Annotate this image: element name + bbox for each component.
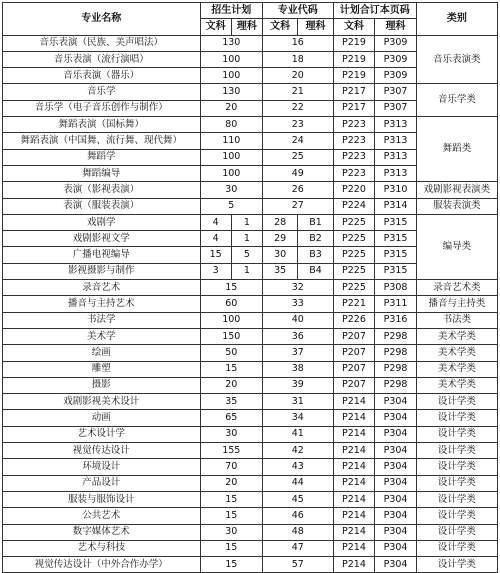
code-cell: 41: [262, 426, 333, 442]
page-arts-cell: P225: [333, 247, 375, 263]
major-name-cell: 数字媒体艺术: [3, 524, 201, 540]
code-science-cell: B3: [298, 247, 333, 263]
category-cell: 设计学类: [416, 410, 497, 426]
code-cell: 42: [262, 443, 333, 459]
admission-plan-table: [2, 2, 498, 573]
page-arts-cell: P214: [333, 410, 375, 426]
page-arts-cell: P217: [333, 100, 375, 116]
quota-cell: 20: [200, 100, 262, 116]
page-arts-cell: P214: [333, 443, 375, 459]
code-cell: 39: [262, 377, 333, 393]
major-name-cell: 音乐表演（流行演唱）: [3, 51, 201, 67]
major-name-cell: 视觉传达设计（中外合作办学）: [3, 557, 201, 573]
quota-science-cell: 1: [231, 214, 262, 230]
page-science-cell: P315: [375, 247, 417, 263]
page-science-cell: P313: [375, 133, 417, 149]
code-cell: 22: [262, 100, 333, 116]
code-arts-cell: 28: [262, 214, 297, 230]
quota-cell: 100: [200, 312, 262, 328]
quota-cell: 100: [200, 68, 262, 84]
page-science-cell: P313: [375, 165, 417, 181]
header-quota-arts: 文科: [200, 19, 231, 35]
code-cell: 47: [262, 540, 333, 556]
table-row: [3, 312, 498, 328]
major-name-cell: 产品设计: [3, 475, 201, 491]
quota-arts-cell: 4: [200, 214, 231, 230]
table-row: [3, 540, 498, 556]
page-arts-cell: P207: [333, 361, 375, 377]
code-science-cell: B2: [298, 231, 333, 247]
quota-cell: 100: [200, 165, 262, 181]
code-cell: 26: [262, 182, 333, 198]
major-name-cell: 播音与主持艺术: [3, 296, 201, 312]
code-cell: 23: [262, 117, 333, 133]
page-science-cell: P315: [375, 263, 417, 279]
quota-cell: 70: [200, 459, 262, 475]
page-science-cell: P311: [375, 296, 417, 312]
category-cell: 设计学类: [416, 508, 497, 524]
major-name-cell: 戏剧影视美术设计: [3, 394, 201, 410]
category-cell: 设计学类: [416, 426, 497, 442]
quota-cell: 15: [200, 508, 262, 524]
code-arts-cell: 30: [262, 247, 297, 263]
code-arts-cell: 35: [262, 263, 297, 279]
page-science-cell: P310: [375, 182, 417, 198]
page-science-cell: P304: [375, 410, 417, 426]
page-arts-cell: P219: [333, 68, 375, 84]
quota-arts-cell: 4: [200, 231, 231, 247]
major-name-cell: 艺术设计学: [3, 426, 201, 442]
page-science-cell: P298: [375, 328, 417, 344]
table-row: [3, 410, 498, 426]
page-arts-cell: P219: [333, 51, 375, 67]
code-cell: 27: [262, 198, 333, 214]
quota-cell: 5: [200, 198, 262, 214]
code-cell: 20: [262, 68, 333, 84]
major-name-cell: 舞蹈学: [3, 149, 201, 165]
major-name-cell: 书法学: [3, 312, 201, 328]
page-science-cell: P304: [375, 459, 417, 475]
major-name-cell: 影视摄影与制作: [3, 263, 201, 279]
page-arts-cell: P207: [333, 377, 375, 393]
quota-cell: 30: [200, 182, 262, 198]
major-name-cell: 美术学: [3, 328, 201, 344]
code-cell: 16: [262, 35, 333, 51]
header-quota: 招生计划: [200, 3, 262, 19]
page-arts-cell: P214: [333, 459, 375, 475]
quota-cell: 15: [200, 280, 262, 296]
code-cell: 45: [262, 491, 333, 507]
major-name-cell: 音乐表演（民族、美声唱法）: [3, 35, 201, 51]
page-arts-cell: P214: [333, 540, 375, 556]
major-name-cell: 音乐学: [3, 84, 201, 100]
page-science-cell: P304: [375, 508, 417, 524]
category-cell: 设计学类: [416, 524, 497, 540]
major-name-cell: 服装与服饰设计: [3, 491, 201, 507]
quota-cell: 130: [200, 35, 262, 51]
page-arts-cell: P214: [333, 508, 375, 524]
table-row: [3, 459, 498, 475]
code-arts-cell: 29: [262, 231, 297, 247]
page-arts-cell: P223: [333, 133, 375, 149]
code-cell: 18: [262, 51, 333, 67]
code-cell: 40: [262, 312, 333, 328]
page-science-cell: P307: [375, 84, 417, 100]
page-arts-cell: P225: [333, 263, 375, 279]
category-cell: 美术学类: [416, 377, 497, 393]
code-science-cell: B4: [298, 263, 333, 279]
table-row: [3, 377, 498, 393]
table-row: [3, 361, 498, 377]
page-arts-cell: P225: [333, 214, 375, 230]
table-row: [3, 328, 498, 344]
code-cell: 36: [262, 328, 333, 344]
quota-cell: 15: [200, 557, 262, 573]
page-science-cell: P314: [375, 198, 417, 214]
page-arts-cell: P221: [333, 296, 375, 312]
code-cell: 31: [262, 394, 333, 410]
page-arts-cell: P214: [333, 557, 375, 573]
major-name-cell: 表演（影视表演）: [3, 182, 201, 198]
page-science-cell: P309: [375, 35, 417, 51]
page-arts-cell: P219: [333, 35, 375, 51]
table-row: [3, 394, 498, 410]
page-science-cell: P304: [375, 491, 417, 507]
page-science-cell: P304: [375, 557, 417, 573]
quota-cell: 15: [200, 361, 262, 377]
major-name-cell: 音乐表演（器乐）: [3, 68, 201, 84]
table-row: [3, 296, 498, 312]
code-cell: 32: [262, 280, 333, 296]
page-arts-cell: P214: [333, 475, 375, 491]
header-code: 专业代码: [262, 3, 333, 19]
category-cell: 舞蹈类: [416, 117, 497, 182]
page-arts-cell: P223: [333, 117, 375, 133]
page-science-cell: P309: [375, 51, 417, 67]
page-arts-cell: P214: [333, 426, 375, 442]
table-row: [3, 182, 498, 198]
quota-cell: 100: [200, 51, 262, 67]
category-cell: 美术学类: [416, 361, 497, 377]
page-science-cell: P304: [375, 475, 417, 491]
page-arts-cell: P214: [333, 524, 375, 540]
category-cell: 播音与主持类: [416, 296, 497, 312]
quota-cell: 130: [200, 84, 262, 100]
header-major: 专业名称: [3, 3, 201, 36]
category-cell: 设计学类: [416, 459, 497, 475]
quota-cell: 50: [200, 345, 262, 361]
page-science-cell: P316: [375, 312, 417, 328]
page-science-cell: P304: [375, 524, 417, 540]
code-science-cell: B1: [298, 214, 333, 230]
quota-cell: 80: [200, 117, 262, 133]
code-cell: 34: [262, 410, 333, 426]
page-science-cell: P304: [375, 394, 417, 410]
table-row: [3, 35, 498, 51]
category-cell: 书法类: [416, 312, 497, 328]
quota-cell: 155: [200, 443, 262, 459]
page-arts-cell: P220: [333, 182, 375, 198]
code-cell: 38: [262, 361, 333, 377]
category-cell: 音乐学类: [416, 84, 497, 117]
table-row: [3, 491, 498, 507]
page-arts-cell: P223: [333, 165, 375, 181]
quota-cell: 30: [200, 524, 262, 540]
quota-cell: 100: [200, 149, 262, 165]
code-cell: 43: [262, 459, 333, 475]
quota-cell: 15: [200, 491, 262, 507]
header-page-arts: 文科: [333, 19, 375, 35]
header-quota-science: 理科: [231, 19, 262, 35]
quota-science-cell: 1: [231, 263, 262, 279]
table-row: [3, 198, 498, 214]
quota-cell: 65: [200, 410, 262, 426]
table-row: [3, 280, 498, 296]
category-cell: 设计学类: [416, 394, 497, 410]
page-arts-cell: P217: [333, 84, 375, 100]
code-cell: 57: [262, 557, 333, 573]
category-cell: 设计学类: [416, 475, 497, 491]
code-cell: 33: [262, 296, 333, 312]
header-page-science: 理科: [375, 19, 417, 35]
category-cell: 设计学类: [416, 491, 497, 507]
major-name-cell: 舞蹈表演（国标舞）: [3, 117, 201, 133]
quota-cell: 60: [200, 296, 262, 312]
category-cell: 美术学类: [416, 328, 497, 344]
quota-cell: 110: [200, 133, 262, 149]
category-cell: 美术学类: [416, 345, 497, 361]
major-name-cell: 舞蹈表演（中国舞、流行舞、现代舞）: [3, 133, 201, 149]
code-cell: 49: [262, 165, 333, 181]
quota-cell: 30: [200, 426, 262, 442]
major-name-cell: 公共艺术: [3, 508, 201, 524]
major-name-cell: 舞蹈编导: [3, 165, 201, 181]
quota-science-cell: 1: [231, 231, 262, 247]
table-row: [3, 84, 498, 100]
header-category: 类别: [416, 3, 497, 36]
page-science-cell: P309: [375, 68, 417, 84]
quota-cell: 20: [200, 475, 262, 491]
category-cell: 录音艺术类: [416, 280, 497, 296]
quota-cell: 150: [200, 328, 262, 344]
major-name-cell: 雕塑: [3, 361, 201, 377]
quota-arts-cell: 3: [200, 263, 231, 279]
code-cell: 24: [262, 133, 333, 149]
header-row-1: [3, 3, 498, 19]
quota-science-cell: 5: [231, 247, 262, 263]
category-cell: 音乐表演类: [416, 35, 497, 84]
table-row: [3, 508, 498, 524]
table-row: [3, 524, 498, 540]
table-row: [3, 426, 498, 442]
category-cell: 设计学类: [416, 443, 497, 459]
code-cell: 25: [262, 149, 333, 165]
quota-cell: 15: [200, 540, 262, 556]
table-row: [3, 443, 498, 459]
page-arts-cell: P225: [333, 231, 375, 247]
page-science-cell: P315: [375, 214, 417, 230]
quota-cell: 35: [200, 394, 262, 410]
page-arts-cell: P225: [333, 280, 375, 296]
header-code-science: 理科: [298, 19, 333, 35]
page-science-cell: P308: [375, 280, 417, 296]
table-row: [3, 475, 498, 491]
header-code-arts: 文科: [262, 19, 297, 35]
page-arts-cell: P226: [333, 312, 375, 328]
category-cell: 设计学类: [416, 540, 497, 556]
code-cell: 37: [262, 345, 333, 361]
major-name-cell: 广播电视编导: [3, 247, 201, 263]
major-name-cell: 戏剧影视文学: [3, 231, 201, 247]
table-row: [3, 117, 498, 133]
code-cell: 44: [262, 475, 333, 491]
major-name-cell: 戏剧学: [3, 214, 201, 230]
page-science-cell: P307: [375, 100, 417, 116]
major-name-cell: 音乐学（电子音乐创作与制作）: [3, 100, 201, 116]
code-cell: 21: [262, 84, 333, 100]
page-science-cell: P298: [375, 377, 417, 393]
major-name-cell: 表演（服装表演）: [3, 198, 201, 214]
page-science-cell: P313: [375, 117, 417, 133]
page-science-cell: P298: [375, 361, 417, 377]
major-name-cell: 艺术与科技: [3, 540, 201, 556]
quota-cell: 20: [200, 377, 262, 393]
page-science-cell: P304: [375, 426, 417, 442]
page-science-cell: P315: [375, 231, 417, 247]
page-arts-cell: P224: [333, 198, 375, 214]
page-science-cell: P298: [375, 345, 417, 361]
header-page: 计划合订本页码: [333, 3, 416, 19]
table-body: [3, 35, 498, 573]
category-cell: 编导类: [416, 214, 497, 279]
quota-arts-cell: 15: [200, 247, 231, 263]
code-cell: 46: [262, 508, 333, 524]
code-cell: 48: [262, 524, 333, 540]
page-arts-cell: P207: [333, 328, 375, 344]
page-arts-cell: P223: [333, 149, 375, 165]
page-arts-cell: P207: [333, 345, 375, 361]
major-name-cell: 摄影: [3, 377, 201, 393]
page-science-cell: P313: [375, 149, 417, 165]
admission-plan-table-container: [2, 2, 498, 573]
table-row: [3, 345, 498, 361]
major-name-cell: 动画: [3, 410, 201, 426]
page-arts-cell: P214: [333, 394, 375, 410]
category-cell: 设计学类: [416, 557, 497, 573]
page-science-cell: P304: [375, 540, 417, 556]
category-cell: 戏剧影视表演类: [416, 182, 497, 198]
table-row: [3, 214, 498, 230]
page-science-cell: P304: [375, 443, 417, 459]
table-row: [3, 557, 498, 573]
major-name-cell: 环境设计: [3, 459, 201, 475]
major-name-cell: 录音艺术: [3, 280, 201, 296]
major-name-cell: 绘画: [3, 345, 201, 361]
category-cell: 服装表演类: [416, 198, 497, 214]
major-name-cell: 视觉传达设计: [3, 443, 201, 459]
page-arts-cell: P214: [333, 491, 375, 507]
